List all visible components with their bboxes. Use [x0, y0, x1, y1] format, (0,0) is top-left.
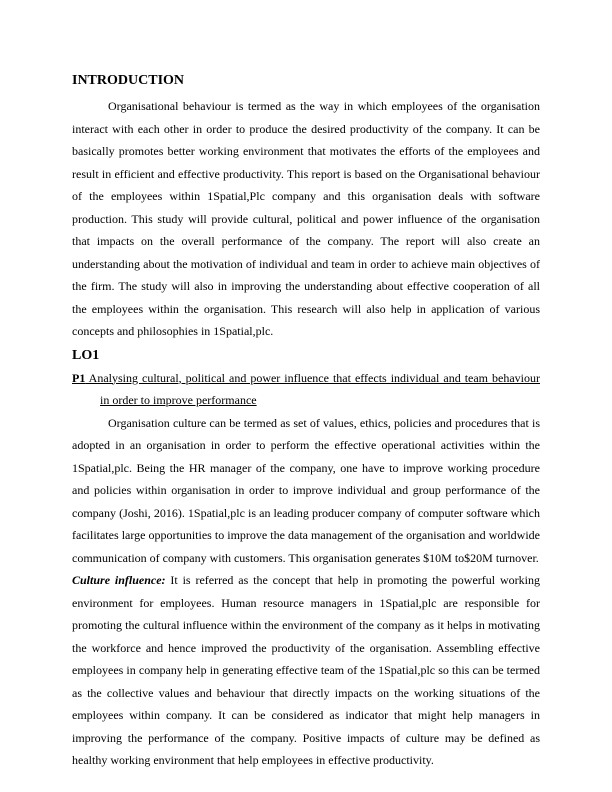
intro-heading: INTRODUCTION: [72, 73, 185, 88]
culture-paragraph: [72, 569, 540, 772]
culture-text: It is referred as the concept that help in promoting the powerful working environment for employees. Human resource managers in 1Spatial,plc are responsible for promoting the cultural influence within the environment of the company as it helps in motivating the workforce and hence improved the productivity of the organisation. Assembling effective employees in company help in generating effective team of the 1Spatial,plc so this can be termed as the collective values and behaviour that directly impacts on the working situations of the employees within company. It can be considered as indicator that might help managers in improving the performance of the company. Positive impacts of culture may be defined as healthy working environment that help employees in effective productivity.: [72, 573, 540, 767]
p1-subheading: [72, 367, 540, 412]
p1-title: Analysing cultural, political and power influence that effects individual and team behaviour in order to improve performance: [85, 370, 540, 407]
lo1-paragraph-1: Organisation culture can be termed as set of values, ethics, policies and procedures that is adopted in an organisation in order to perform the effective operational activities within the 1Spatial,plc. Being the HR manager of the company, one have to improve working procedure and policies within organisation in order to improve individual and group performance of the company (Joshi, 2016). 1Spatial,plc is an leading producer company of computer software which facilitates large opportunities to improve the data management of the organisation and worldwide communication of company with customers. This organisation generates $10M to$20M turnover.: [72, 415, 540, 565]
lo1-heading: LO1: [72, 347, 100, 363]
p1-label: P1: [72, 370, 86, 385]
culture-label: Culture influence:: [72, 573, 166, 587]
intro-paragraph: Organisational behaviour is termed as the way in which employees of the organisation interact with each other in order to produce the desired productivity of the company. It can be basically promotes better working environment that motivates the efforts of the employees and result in efficient and effective productivity. This report is based on the Organisational behaviour of the employees within 1Spatial,Plc company and this organisation deals with software production. This study will provide cultural, political and power influence of the organisation that impacts on the overall performance of the company. The report will also create an understanding about the motivation of individual and team in order to achieve main objectives of the firm. The study will also in improving the understanding about effective cooperation of all the employees within the organisation. This research will also help in application of various concepts and philosophies in 1Spatial,plc.: [72, 99, 540, 338]
document-page: [72, 0, 540, 772]
